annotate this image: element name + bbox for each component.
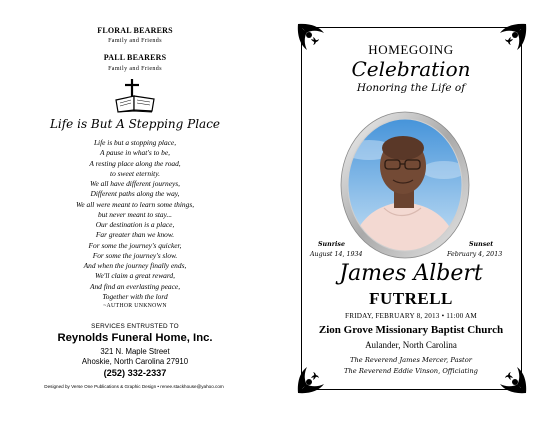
honoring-line: Honoring the Life of (356, 82, 466, 94)
pastor-line: The Reverend James Mercer, Pastor (350, 356, 472, 364)
deceased-first-middle-name: James Albert (339, 261, 483, 286)
poem-line: We all were meant to learn some things, (75, 199, 195, 209)
floral-bearers-names: Family and Friends (108, 38, 162, 44)
poem-line: A pause in what's to be, (99, 148, 170, 158)
flourish-corner-icon (295, 360, 331, 396)
homegoing-heading: HOMEGOING (368, 42, 454, 57)
poem-line: For some the journey's quicker, (88, 240, 182, 250)
poem-line: to sweet eternity. (110, 168, 160, 178)
poem-text (40, 138, 230, 302)
funeral-home-address-line1: 321 N. Maple Street (100, 347, 170, 356)
sunrise-label: Sunrise (318, 241, 345, 248)
floral-bearers-heading: FLORAL BEARERS (97, 26, 173, 35)
sunrise-date: August 14, 1934 (310, 251, 363, 258)
funeral-home-phone: (252) 332-2337 (103, 368, 167, 378)
poem-line: Life is but a stopping place, (93, 138, 177, 147)
poem-line: but never meant to stay... (97, 209, 173, 219)
poem-line: We'll claim a great reward, (95, 271, 175, 281)
open-bible-with-cross-icon (112, 78, 158, 114)
sunset-date: February 4, 2013 (447, 251, 503, 258)
deceased-last-name: FUTRELL (369, 289, 453, 308)
flourish-corner-icon (493, 360, 529, 396)
designer-credit: Designed by Verse One Publications & Graphic Design • renee.stackhouse@yahoo.com (44, 384, 224, 389)
poem-line: Different paths along the way, (90, 189, 180, 199)
church-location: Aulander, North Carolina (365, 340, 457, 350)
poem-line: And find an everlasting peace, (89, 281, 181, 291)
celebration-heading: Celebration (351, 57, 471, 81)
services-label: SERVICES ENTRUSTED TO (91, 323, 179, 330)
poem-line: A resting place along the road, (89, 158, 181, 168)
portrait-photo-icon (339, 110, 471, 260)
poem-line: Our destination is a place, (95, 220, 175, 229)
pall-bearers-heading: PALL BEARERS (103, 53, 167, 62)
poem-author: ~AUTHOR UNKNOWN (103, 303, 167, 309)
pall-bearers-names: Family and Friends (108, 66, 162, 72)
poem-line: Far greater than we know. (95, 230, 175, 240)
poem-line: For some the journey's slow. (92, 250, 178, 260)
officiant-line: The Reverend Eddie Vinson, Officiating (344, 367, 478, 375)
funeral-home-name: Reynolds Funeral Home, Inc. (57, 332, 213, 344)
poem-line: Together with the lord (102, 291, 168, 301)
funeral-home-address-line2: Ahoskie, North Carolina 27910 (81, 357, 189, 366)
poem-line: And when the journey finally ends, (83, 261, 187, 270)
sunset-label: Sunset (469, 241, 494, 248)
poem-line: We all have different journeys, (90, 179, 180, 188)
service-datetime: FRIDAY, FEBRUARY 8, 2013 • 11:00 AM (345, 312, 477, 320)
back-panel (0, 0, 272, 421)
poem-title: Life is But A Stepping Place (49, 117, 221, 131)
church-name: Zion Grove Missionary Baptist Church (318, 324, 504, 336)
